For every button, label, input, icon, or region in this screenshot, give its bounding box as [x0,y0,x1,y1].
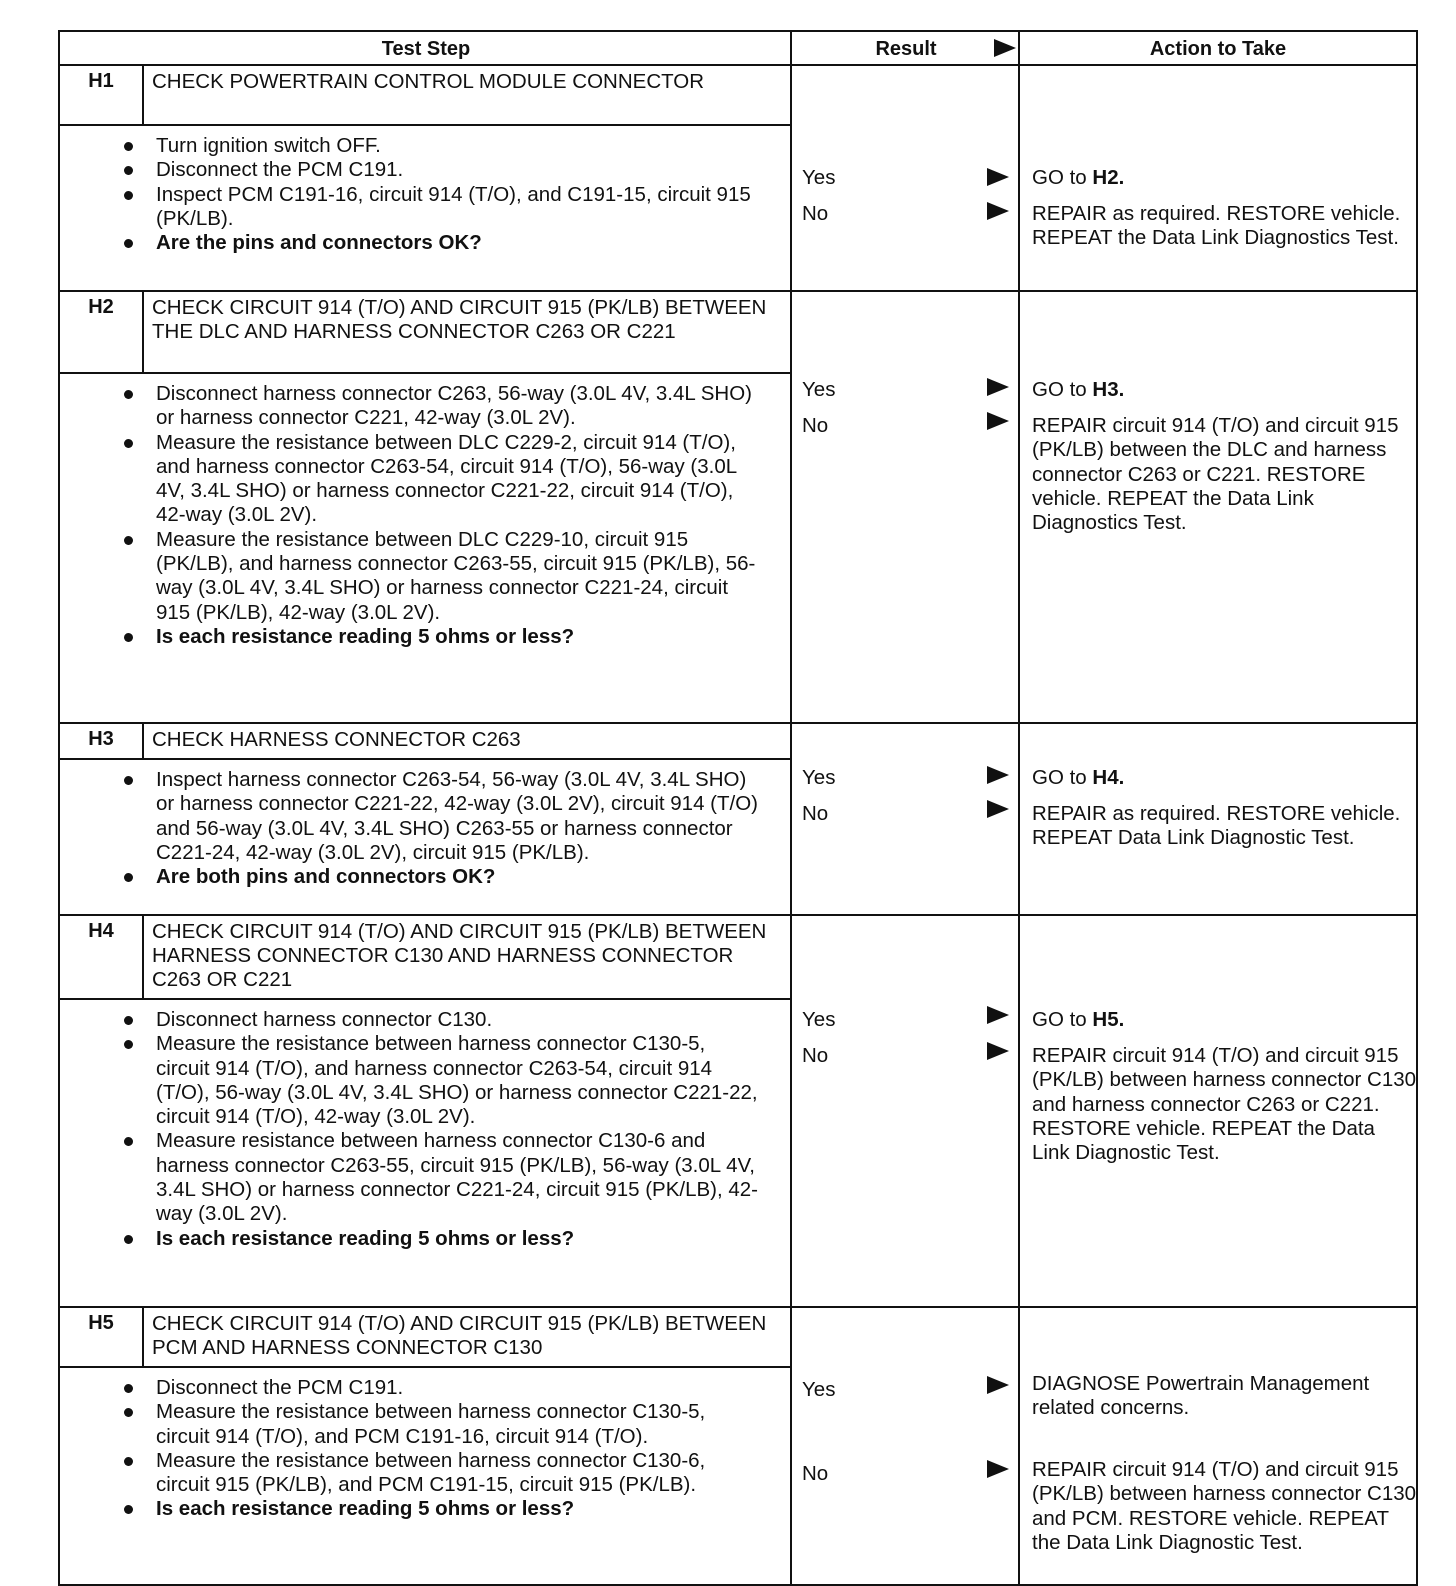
action-column [1018,1308,1020,1584]
step-title-row [60,916,790,1000]
list-item: Disconnect the PCM C191. [156,158,760,182]
action-no: REPAIR as required. RESTORE vehicle. REPEAT the Data Link Diagnostics Test. [1032,202,1401,250]
arrow-icon [987,800,1009,818]
header-arrow-icon [994,39,1016,57]
step-question: Is each resistance reading 5 ohms or less? [156,1497,760,1521]
step-title: CHECK CIRCUIT 914 (T/O) AND CIRCUIT 915 (PK/LB) BETWEEN PCM AND HARNESS CONNECTOR C130 [152,1312,767,1359]
step-title-row [60,1308,790,1368]
result-yes: Yes [802,166,836,189]
step-title: CHECK POWERTRAIN CONTROL MODULE CONNECTOR [152,70,705,93]
header-result: Result [875,38,937,60]
action-yes-text: GO to [1032,766,1093,789]
step-reference: H4. [1092,766,1125,789]
arrow-icon [987,1042,1009,1060]
step-id: H1 [60,66,144,124]
list-item: Measure the resistance between DLC C229-2, circuit 914 (T/O), and harness connector C263-54, circuit 914 (T/O), 56-way (3.0L 4V, 3.4L SHO) or harness connector C221-22, circuit 914 (T/O), 42-way (3.0L 2V). [156,431,760,528]
action-column [1018,66,1020,290]
result-no: No [802,1462,829,1485]
list-item: Turn ignition switch OFF. [156,134,760,158]
action-yes-text: GO to [1032,1008,1093,1031]
result-yes: Yes [802,378,836,401]
arrow-icon [987,1460,1009,1478]
step-question: Are the pins and connectors OK? [156,231,760,255]
result-yes: Yes [802,766,836,789]
action-yes: DIAGNOSE Powertrain Management related concerns. [1032,1372,1370,1420]
result-no: No [802,802,829,825]
result-column [790,292,792,722]
action-yes-text: GO to [1032,378,1093,401]
step-id: H4 [60,916,144,998]
action-yes-text: GO to [1032,166,1093,189]
action-column [1018,916,1020,1306]
step-title-row [60,292,790,374]
list-item: Inspect PCM C191-16, circuit 914 (T/O), and C191-15, circuit 915 (PK/LB). [156,183,760,232]
action-yes [1032,166,1417,190]
step-reference: H2. [1092,166,1125,189]
result-no: No [802,1044,829,1067]
arrow-icon [987,202,1009,220]
step-reference: H3. [1092,378,1125,401]
list-item: Inspect harness connector C263-54, 56-way (3.0L 4V, 3.4L SHO) or harness connector C221-22, 42-way (3.0L 2V), circuit 914 (T/O) and 56-way (3.0L 4V, 3.4L SHO) C263-55 or harness connector C221-24, 42-way (3.0L 2V), circuit 915 (PK/LB). [156,768,760,865]
result-column [790,916,792,1306]
step-h5 [58,1308,1418,1586]
step-bullets [60,1000,790,1255]
step-question: Are both pins and connectors OK? [156,865,760,889]
result-column [790,66,792,290]
step-title: CHECK CIRCUIT 914 (T/O) AND CIRCUIT 915 (PK/LB) BETWEEN THE DLC AND HARNESS CONNECTOR C263 OR C221 [152,296,767,343]
list-item: Measure the resistance between harness connector C130-6, circuit 915 (PK/LB), and PCM C191-15, circuit 915 (PK/LB). [156,1449,760,1498]
step-question: Is each resistance reading 5 ohms or less? [156,1227,760,1251]
list-item: Disconnect the PCM C191. [156,1376,760,1400]
action-column [1018,724,1020,914]
result-no: No [802,202,829,225]
action-yes [1032,1008,1417,1032]
list-item: Disconnect harness connector C263, 56-way (3.0L 4V, 3.4L SHO) or harness connector C221, 42-way (3.0L 2V). [156,382,760,431]
arrow-icon [987,1376,1009,1394]
action-yes [1032,378,1417,402]
steps-container [58,66,1418,1586]
arrow-icon [987,766,1009,784]
step-h4 [58,916,1418,1308]
step-id: H3 [60,724,144,758]
step-title: CHECK CIRCUIT 914 (T/O) AND CIRCUIT 915 (PK/LB) BETWEEN HARNESS CONNECTOR C130 AND HARNESS CONNECTOR C263 OR C221 [152,920,767,991]
list-item: Measure resistance between harness connector C130-6 and harness connector C263-55, circuit 915 (PK/LB), 56-way (3.0L 4V, 3.4L SHO) or harness connector C221-24, circuit 915 (PK/LB), 42-way (3.0L 2V). [156,1129,758,1226]
action-no: REPAIR circuit 914 (T/O) and circuit 915 (PK/LB) between harness connector C130 and harness connector C263 or C221. RESTORE vehicle. REPEAT the Data Link Diagnostic Test. [1032,1044,1417,1165]
step-h1 [58,66,1418,292]
step-bullets [60,1368,790,1526]
table-header [58,30,1418,66]
step-h3 [58,724,1418,916]
step-title-row [60,66,790,126]
result-column [790,1308,792,1584]
header-test-step: Test Step [381,38,471,60]
step-bullets [60,374,790,653]
result-column [790,724,792,914]
arrow-icon [987,1006,1009,1024]
action-column [1018,292,1020,722]
header-divider [790,32,792,64]
step-h2 [58,292,1418,724]
list-item: Measure the resistance between harness connector C130-5, circuit 914 (T/O), and PCM C191-16, circuit 914 (T/O). [156,1400,760,1449]
step-title-row [60,724,790,760]
result-no: No [802,414,829,437]
action-no: REPAIR circuit 914 (T/O) and circuit 915 (PK/LB) between the DLC and harness connector C263 or C221. RESTORE vehicle. REPEAT the Data Link Diagnostics Test. [1032,414,1399,535]
result-yes: Yes [802,1378,836,1401]
result-yes: Yes [802,1008,836,1031]
header-action: Action to Take [1149,38,1287,60]
step-reference: H5. [1092,1008,1125,1031]
arrow-icon [987,378,1009,396]
step-id: H5 [60,1308,144,1366]
step-id: H2 [60,292,144,372]
step-title: CHECK HARNESS CONNECTOR C263 [152,728,521,751]
list-item: Measure the resistance between harness connector C130-5, circuit 914 (T/O), and harness connector C263-54, circuit 914 (T/O), 56-way (3.0L 4V, 3.4L SHO) or harness connector C221-22, circuit 914 (T/O), 42-way (3.0L 2V). [156,1032,760,1129]
action-no: REPAIR circuit 914 (T/O) and circuit 915 (PK/LB) between harness connector C130 and PCM. RESTORE vehicle. REPEAT the Data Link Diagnostic Test. [1032,1458,1417,1554]
arrow-icon [987,168,1009,186]
list-item: Measure the resistance between DLC C229-10, circuit 915 (PK/LB), and harness connector C263-55, circuit 915 (PK/LB), 56-way (3.0L 4V, 3.4L SHO) or harness connector C221-24, circuit 915 (PK/LB), 42-way (3.0L 2V). [156,528,760,625]
step-bullets [60,760,790,893]
action-no: REPAIR as required. RESTORE vehicle. REPEAT Data Link Diagnostic Test. [1032,802,1401,850]
step-question: Is each resistance reading 5 ohms or less? [156,625,760,649]
arrow-icon [987,412,1009,430]
list-item: Disconnect harness connector C130. [156,1008,760,1032]
step-bullets [60,126,790,259]
action-yes [1032,766,1417,790]
test-step-table [58,30,1418,1586]
